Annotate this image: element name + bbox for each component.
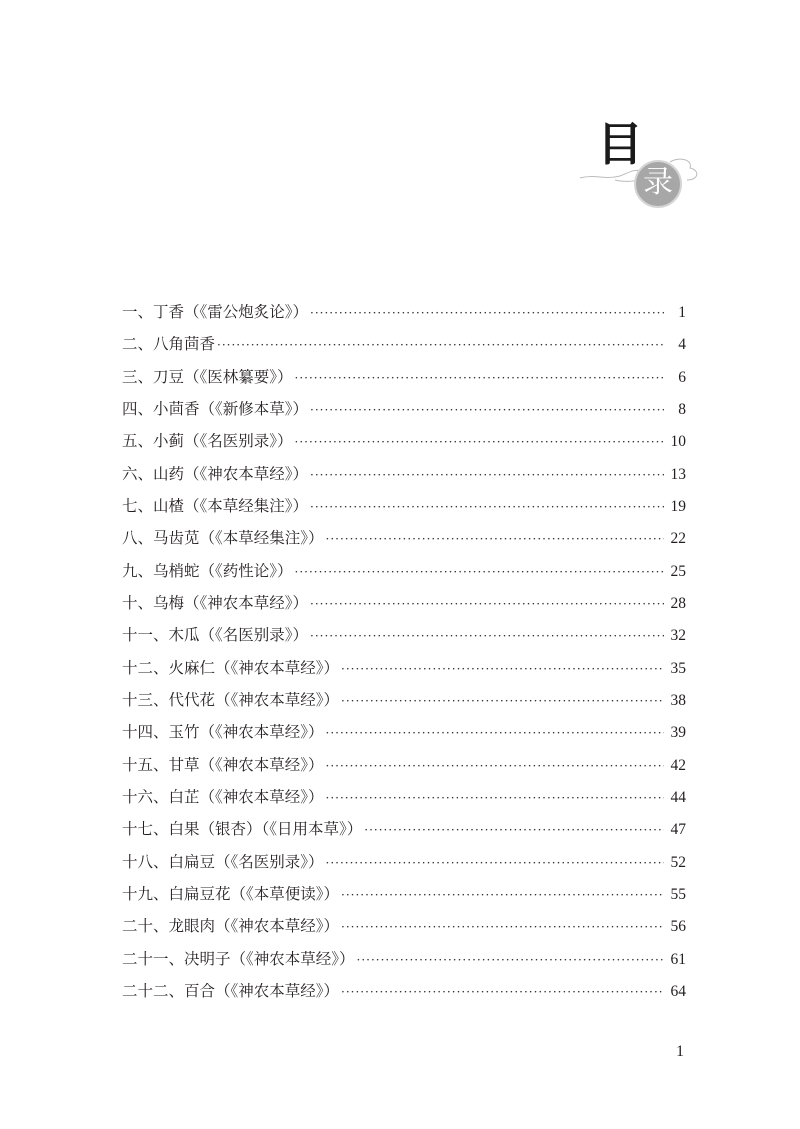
toc-entry-page: 1 <box>678 304 686 321</box>
toc-entry[interactable] <box>122 332 686 364</box>
toc-entry[interactable] <box>122 688 686 720</box>
leader-dots <box>341 689 664 713</box>
toc-entry-title: 二十、龙眼肉（《神农本草经》） <box>122 917 340 936</box>
toc-entry-title: 十四、玉竹（《神农本草经》） <box>122 723 324 742</box>
toc-entry-page: 52 <box>670 853 686 871</box>
toc-entry[interactable] <box>122 850 686 882</box>
toc-entry[interactable] <box>122 656 686 688</box>
page-number: 1 <box>676 1043 684 1060</box>
toc-entry-page: 44 <box>670 788 686 806</box>
leader-dots <box>295 366 664 390</box>
toc-entry-title: 二十一、决明子（《神农本草经》） <box>122 949 355 968</box>
title-mu: 目 <box>597 117 643 171</box>
table-of-contents <box>122 300 686 1011</box>
toc-entry-page: 32 <box>670 627 686 645</box>
toc-entry[interactable] <box>122 979 686 1011</box>
leader-dots <box>310 592 664 616</box>
leader-dots <box>341 883 664 907</box>
toc-entry[interactable] <box>122 914 686 946</box>
toc-entry[interactable] <box>122 785 686 817</box>
leader-dots <box>341 657 664 681</box>
toc-entry-title: 十二、火麻仁（《神农本草经》） <box>122 658 340 677</box>
toc-entry-title: 十五、甘草（《神农本草经》） <box>122 755 324 774</box>
toc-entry-title: 十七、白果（银杏）（《日用本草》） <box>122 820 363 839</box>
toc-entry[interactable] <box>122 462 686 494</box>
leader-dots <box>310 463 664 487</box>
leader-dots <box>310 301 664 325</box>
toc-entry-title: 二十二、百合（《神农本草经》） <box>122 981 340 1000</box>
leader-dots <box>326 527 664 551</box>
toc-entry[interactable] <box>122 559 686 591</box>
toc-entry[interactable] <box>122 494 686 526</box>
toc-entry-title: 八、马齿苋（《本草经集注》） <box>122 529 324 548</box>
toc-entry-page: 42 <box>670 756 686 774</box>
toc-entry-page: 47 <box>670 821 686 839</box>
toc-entry[interactable] <box>122 300 686 332</box>
leader-dots <box>295 560 664 584</box>
toc-entry[interactable] <box>122 720 686 752</box>
toc-entry-page: 13 <box>670 465 686 483</box>
toc-entry[interactable] <box>122 817 686 849</box>
toc-entry-title: 十八、白扁豆（《名医别录》） <box>122 852 324 871</box>
leader-dots <box>310 398 664 422</box>
toc-entry-page: 10 <box>670 433 686 451</box>
toc-entry[interactable] <box>122 526 686 558</box>
toc-entry-title: 十一、木瓜（《名医别录》） <box>122 626 309 645</box>
leader-dots <box>326 786 664 810</box>
leader-dots <box>310 624 664 648</box>
toc-entry-title: 三、刀豆（《医林纂要》） <box>122 367 293 386</box>
toc-entry-page: 8 <box>678 400 686 418</box>
toc-entry-title: 六、山药（《神农本草经》） <box>122 464 309 483</box>
leader-dots <box>364 818 664 842</box>
title-lu: 录 <box>643 165 673 200</box>
toc-entry[interactable] <box>122 882 686 914</box>
leader-dots <box>341 980 664 1004</box>
leader-dots <box>357 948 664 972</box>
leader-dots <box>341 915 664 939</box>
toc-entry-page: 4 <box>678 336 686 354</box>
toc-entry-page: 56 <box>670 918 686 936</box>
toc-entry-page: 19 <box>670 497 686 515</box>
toc-entry-page: 61 <box>670 950 686 968</box>
toc-entry-title: 十六、白芷（《神农本草经》） <box>122 787 324 806</box>
toc-entry-page: 55 <box>670 885 686 903</box>
toc-entry-page: 39 <box>670 724 686 742</box>
leader-dots <box>326 754 664 778</box>
toc-entry[interactable] <box>122 623 686 655</box>
leader-dots <box>326 721 664 745</box>
leader-dots <box>310 495 664 519</box>
toc-entry[interactable] <box>122 947 686 979</box>
toc-entry-page: 6 <box>678 368 686 386</box>
toc-entry[interactable] <box>122 365 686 397</box>
leader-dots <box>326 851 664 875</box>
toc-entry-title: 十、乌梅（《神农本草经》） <box>122 593 309 612</box>
toc-entry-title: 七、山楂（《本草经集注》） <box>122 496 309 515</box>
toc-entry-page: 22 <box>670 530 686 548</box>
toc-entry[interactable] <box>122 397 686 429</box>
toc-entry-title: 二、八角茴香 <box>122 335 216 354</box>
toc-entry-title: 五、小蓟（《名医别录》） <box>122 432 293 451</box>
toc-entry[interactable] <box>122 591 686 623</box>
toc-entry-page: 64 <box>670 982 686 1000</box>
toc-entry-title: 十九、白扁豆花（《本草便读》） <box>122 884 340 903</box>
toc-entry-title: 十三、代代花（《神农本草经》） <box>122 690 340 709</box>
toc-entry-title: 一、丁香（《雷公炮炙论》） <box>122 303 309 321</box>
leader-dots <box>295 430 664 454</box>
toc-entry[interactable] <box>122 753 686 785</box>
toc-entry-page: 25 <box>670 562 686 580</box>
toc-entry[interactable] <box>122 429 686 461</box>
toc-entry-page: 38 <box>670 691 686 709</box>
leader-dots <box>217 333 664 357</box>
toc-entry-page: 28 <box>670 594 686 612</box>
toc-entry-title: 九、乌梢蛇（《药性论》） <box>122 561 293 580</box>
toc-entry-page: 35 <box>670 659 686 677</box>
toc-entry-title: 四、小茴香（《新修本草》） <box>122 399 309 418</box>
